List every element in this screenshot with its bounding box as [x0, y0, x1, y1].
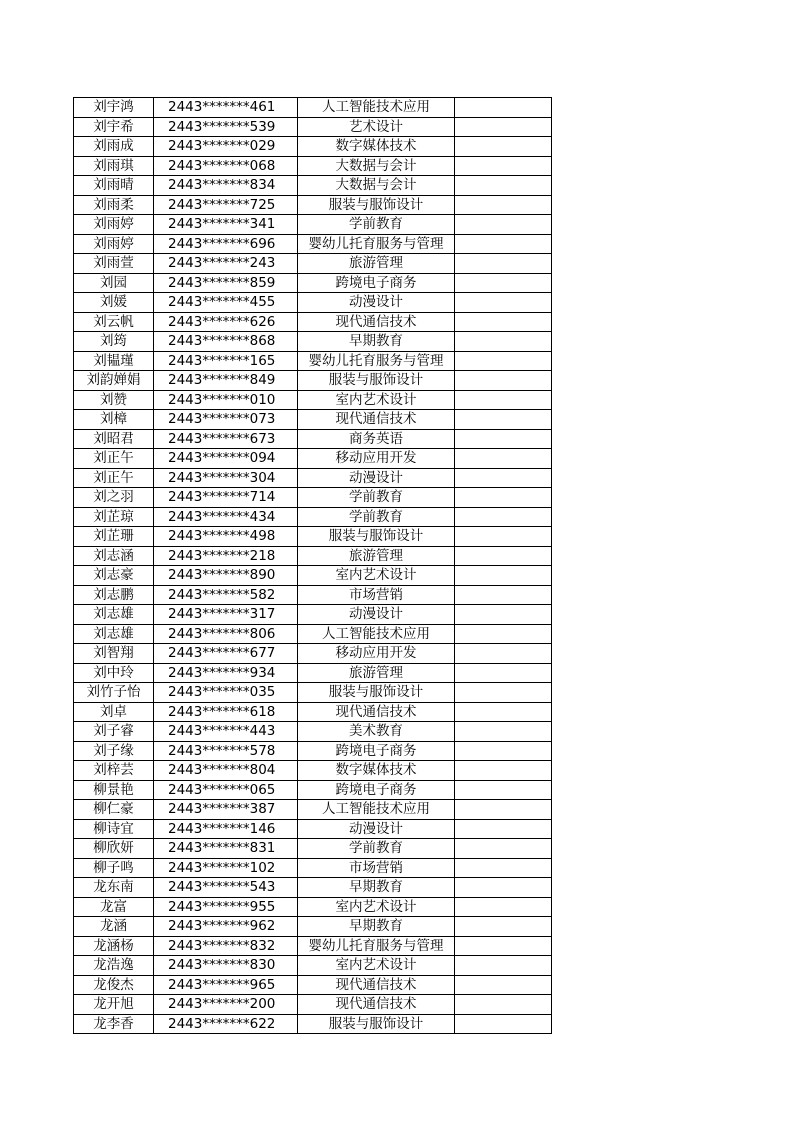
student-id-cell: 2443*******304 — [154, 468, 298, 488]
table-row — [74, 585, 552, 605]
major-cell: 早期教育 — [298, 917, 455, 937]
name-cell: 刘志鹏 — [74, 585, 154, 605]
empty-cell — [455, 488, 552, 508]
student-id-cell: 2443*******582 — [154, 585, 298, 605]
table-row — [74, 644, 552, 664]
major-cell: 艺术设计 — [298, 117, 455, 137]
major-cell: 学前教育 — [298, 839, 455, 859]
student-id-cell: 2443*******461 — [154, 98, 298, 118]
table-row — [74, 546, 552, 566]
major-cell: 数字媒体技术 — [298, 761, 455, 781]
major-cell: 美术教育 — [298, 722, 455, 742]
major-cell: 婴幼儿托育服务与管理 — [298, 234, 455, 254]
major-cell: 商务英语 — [298, 429, 455, 449]
major-cell: 服装与服饰设计 — [298, 683, 455, 703]
empty-cell — [455, 702, 552, 722]
name-cell: 刘雨成 — [74, 137, 154, 157]
empty-cell — [455, 156, 552, 176]
major-cell: 大数据与会计 — [298, 156, 455, 176]
student-id-cell: 2443*******029 — [154, 137, 298, 157]
table-row — [74, 761, 552, 781]
student-id-cell: 2443*******714 — [154, 488, 298, 508]
table-row — [74, 429, 552, 449]
student-id-cell: 2443*******443 — [154, 722, 298, 742]
empty-cell — [455, 332, 552, 352]
name-cell: 柳景艳 — [74, 780, 154, 800]
name-cell: 刘智翔 — [74, 644, 154, 664]
name-cell: 刘昭君 — [74, 429, 154, 449]
empty-cell — [455, 546, 552, 566]
empty-cell — [455, 858, 552, 878]
empty-cell — [455, 1014, 552, 1034]
major-cell: 现代通信技术 — [298, 975, 455, 995]
table-row — [74, 663, 552, 683]
student-id-cell: 2443*******618 — [154, 702, 298, 722]
empty-cell — [455, 98, 552, 118]
name-cell: 刘子睿 — [74, 722, 154, 742]
major-cell: 人工智能技术应用 — [298, 98, 455, 118]
student-id-cell: 2443*******696 — [154, 234, 298, 254]
table-row — [74, 254, 552, 274]
student-id-cell: 2443*******804 — [154, 761, 298, 781]
student-id-cell: 2443*******102 — [154, 858, 298, 878]
student-id-cell: 2443*******622 — [154, 1014, 298, 1034]
major-cell: 旅游管理 — [298, 254, 455, 274]
empty-cell — [455, 566, 552, 586]
name-cell: 刘志雄 — [74, 605, 154, 625]
empty-cell — [455, 644, 552, 664]
student-id-cell: 2443*******068 — [154, 156, 298, 176]
table-row — [74, 878, 552, 898]
empty-cell — [455, 312, 552, 332]
major-cell: 室内艺术设计 — [298, 897, 455, 917]
table-row — [74, 819, 552, 839]
student-id-cell: 2443*******539 — [154, 117, 298, 137]
student-id-cell: 2443*******073 — [154, 410, 298, 430]
table-row — [74, 605, 552, 625]
empty-cell — [455, 527, 552, 547]
name-cell: 柳仁豪 — [74, 800, 154, 820]
student-id-cell: 2443*******806 — [154, 624, 298, 644]
student-id-cell: 2443*******868 — [154, 332, 298, 352]
empty-cell — [455, 975, 552, 995]
name-cell: 刘宇希 — [74, 117, 154, 137]
major-cell: 跨境电子商务 — [298, 273, 455, 293]
major-cell: 服装与服饰设计 — [298, 195, 455, 215]
table-row — [74, 371, 552, 391]
table-row — [74, 488, 552, 508]
empty-cell — [455, 585, 552, 605]
table-row — [74, 98, 552, 118]
major-cell: 人工智能技术应用 — [298, 800, 455, 820]
empty-cell — [455, 273, 552, 293]
major-cell: 市场营销 — [298, 858, 455, 878]
empty-cell — [455, 605, 552, 625]
empty-cell — [455, 800, 552, 820]
table-row — [74, 741, 552, 761]
empty-cell — [455, 663, 552, 683]
table-row — [74, 156, 552, 176]
name-cell: 刘志豪 — [74, 566, 154, 586]
student-id-cell: 2443*******955 — [154, 897, 298, 917]
table-row — [74, 917, 552, 937]
table-row — [74, 995, 552, 1015]
empty-cell — [455, 195, 552, 215]
table-row — [74, 839, 552, 859]
student-id-cell: 2443*******200 — [154, 995, 298, 1015]
name-cell: 刘志雄 — [74, 624, 154, 644]
empty-cell — [455, 254, 552, 274]
major-cell: 婴幼儿托育服务与管理 — [298, 351, 455, 371]
name-cell: 刘正午 — [74, 449, 154, 469]
name-cell: 刘雨萱 — [74, 254, 154, 274]
name-cell: 刘韵婵娟 — [74, 371, 154, 391]
major-cell: 服装与服饰设计 — [298, 527, 455, 547]
name-cell: 刘云帆 — [74, 312, 154, 332]
empty-cell — [455, 995, 552, 1015]
student-id-cell: 2443*******065 — [154, 780, 298, 800]
major-cell: 学前教育 — [298, 488, 455, 508]
major-cell: 室内艺术设计 — [298, 566, 455, 586]
student-id-cell: 2443*******094 — [154, 449, 298, 469]
name-cell: 刘竹子怡 — [74, 683, 154, 703]
empty-cell — [455, 956, 552, 976]
table-row — [74, 137, 552, 157]
major-cell: 婴幼儿托育服务与管理 — [298, 936, 455, 956]
table-row — [74, 527, 552, 547]
student-id-cell: 2443*******673 — [154, 429, 298, 449]
major-cell: 跨境电子商务 — [298, 780, 455, 800]
major-cell: 早期教育 — [298, 878, 455, 898]
table-row — [74, 566, 552, 586]
empty-cell — [455, 410, 552, 430]
major-cell: 移动应用开发 — [298, 644, 455, 664]
table-row — [74, 722, 552, 742]
empty-cell — [455, 878, 552, 898]
table-row — [74, 176, 552, 196]
name-cell: 刘子缘 — [74, 741, 154, 761]
name-cell: 龙涵 — [74, 917, 154, 937]
student-id-cell: 2443*******830 — [154, 956, 298, 976]
student-id-cell: 2443*******035 — [154, 683, 298, 703]
major-cell: 学前教育 — [298, 507, 455, 527]
major-cell: 大数据与会计 — [298, 176, 455, 196]
table-row — [74, 312, 552, 332]
student-id-cell: 2443*******832 — [154, 936, 298, 956]
name-cell: 柳子鸣 — [74, 858, 154, 878]
major-cell: 现代通信技术 — [298, 702, 455, 722]
major-cell: 跨境电子商务 — [298, 741, 455, 761]
student-id-cell: 2443*******218 — [154, 546, 298, 566]
empty-cell — [455, 390, 552, 410]
empty-cell — [455, 507, 552, 527]
name-cell: 刘芷琼 — [74, 507, 154, 527]
name-cell: 刘赞 — [74, 390, 154, 410]
table-row — [74, 683, 552, 703]
major-cell: 室内艺术设计 — [298, 390, 455, 410]
student-id-cell: 2443*******010 — [154, 390, 298, 410]
empty-cell — [455, 293, 552, 313]
student-id-cell: 2443*******934 — [154, 663, 298, 683]
student-id-cell: 2443*******890 — [154, 566, 298, 586]
major-cell: 动漫设计 — [298, 468, 455, 488]
major-cell: 旅游管理 — [298, 663, 455, 683]
name-cell: 龙李香 — [74, 1014, 154, 1034]
student-id-cell: 2443*******834 — [154, 176, 298, 196]
name-cell: 刘媛 — [74, 293, 154, 313]
student-id-cell: 2443*******859 — [154, 273, 298, 293]
major-cell: 市场营销 — [298, 585, 455, 605]
table-row — [74, 1014, 552, 1034]
name-cell: 刘芷珊 — [74, 527, 154, 547]
empty-cell — [455, 624, 552, 644]
empty-cell — [455, 137, 552, 157]
table-row — [74, 507, 552, 527]
student-id-cell: 2443*******725 — [154, 195, 298, 215]
student-id-cell: 2443*******498 — [154, 527, 298, 547]
empty-cell — [455, 722, 552, 742]
major-cell: 早期教育 — [298, 332, 455, 352]
name-cell: 刘雨柔 — [74, 195, 154, 215]
name-cell: 刘卓 — [74, 702, 154, 722]
name-cell: 龙俊杰 — [74, 975, 154, 995]
name-cell: 刘韫瑾 — [74, 351, 154, 371]
student-list-body — [74, 98, 552, 1034]
student-id-cell: 2443*******434 — [154, 507, 298, 527]
table-row — [74, 410, 552, 430]
table-row — [74, 332, 552, 352]
table-row — [74, 195, 552, 215]
empty-cell — [455, 839, 552, 859]
name-cell: 刘园 — [74, 273, 154, 293]
table-row — [74, 936, 552, 956]
table-row — [74, 624, 552, 644]
table-row — [74, 780, 552, 800]
name-cell: 刘雨琪 — [74, 156, 154, 176]
student-list-table — [73, 97, 552, 1034]
empty-cell — [455, 761, 552, 781]
name-cell: 刘筠 — [74, 332, 154, 352]
table-row — [74, 215, 552, 235]
student-id-cell: 2443*******962 — [154, 917, 298, 937]
student-id-cell: 2443*******165 — [154, 351, 298, 371]
empty-cell — [455, 351, 552, 371]
name-cell: 柳诗宜 — [74, 819, 154, 839]
table-row — [74, 293, 552, 313]
major-cell: 移动应用开发 — [298, 449, 455, 469]
empty-cell — [455, 780, 552, 800]
name-cell: 刘志涵 — [74, 546, 154, 566]
name-cell: 龙涵杨 — [74, 936, 154, 956]
table-row — [74, 897, 552, 917]
student-id-cell: 2443*******543 — [154, 878, 298, 898]
student-id-cell: 2443*******677 — [154, 644, 298, 664]
name-cell: 龙富 — [74, 897, 154, 917]
major-cell: 人工智能技术应用 — [298, 624, 455, 644]
name-cell: 刘樟 — [74, 410, 154, 430]
major-cell: 现代通信技术 — [298, 312, 455, 332]
empty-cell — [455, 371, 552, 391]
student-id-cell: 2443*******831 — [154, 839, 298, 859]
empty-cell — [455, 176, 552, 196]
name-cell: 刘正午 — [74, 468, 154, 488]
student-id-cell: 2443*******387 — [154, 800, 298, 820]
empty-cell — [455, 897, 552, 917]
student-id-cell: 2443*******849 — [154, 371, 298, 391]
student-id-cell: 2443*******455 — [154, 293, 298, 313]
name-cell: 刘梓芸 — [74, 761, 154, 781]
table-row — [74, 702, 552, 722]
major-cell: 室内艺术设计 — [298, 956, 455, 976]
name-cell: 龙东南 — [74, 878, 154, 898]
major-cell: 现代通信技术 — [298, 995, 455, 1015]
empty-cell — [455, 117, 552, 137]
name-cell: 刘雨婷 — [74, 215, 154, 235]
name-cell: 刘雨婷 — [74, 234, 154, 254]
table-row — [74, 468, 552, 488]
student-id-cell: 2443*******626 — [154, 312, 298, 332]
empty-cell — [455, 917, 552, 937]
empty-cell — [455, 449, 552, 469]
student-id-cell: 2443*******146 — [154, 819, 298, 839]
empty-cell — [455, 429, 552, 449]
table-row — [74, 234, 552, 254]
table-row — [74, 975, 552, 995]
major-cell: 服装与服饰设计 — [298, 1014, 455, 1034]
major-cell: 动漫设计 — [298, 293, 455, 313]
name-cell: 刘雨晴 — [74, 176, 154, 196]
student-id-cell: 2443*******317 — [154, 605, 298, 625]
table-row — [74, 956, 552, 976]
name-cell: 刘之羽 — [74, 488, 154, 508]
empty-cell — [455, 741, 552, 761]
empty-cell — [455, 936, 552, 956]
table-row — [74, 800, 552, 820]
table-row — [74, 117, 552, 137]
major-cell: 数字媒体技术 — [298, 137, 455, 157]
table-row — [74, 858, 552, 878]
name-cell: 柳欣妍 — [74, 839, 154, 859]
major-cell: 旅游管理 — [298, 546, 455, 566]
student-id-cell: 2443*******965 — [154, 975, 298, 995]
student-id-cell: 2443*******243 — [154, 254, 298, 274]
student-id-cell: 2443*******341 — [154, 215, 298, 235]
name-cell: 刘中玲 — [74, 663, 154, 683]
table-row — [74, 273, 552, 293]
name-cell: 刘宇鸿 — [74, 98, 154, 118]
major-cell: 动漫设计 — [298, 605, 455, 625]
empty-cell — [455, 468, 552, 488]
table-row — [74, 449, 552, 469]
table-row — [74, 390, 552, 410]
empty-cell — [455, 234, 552, 254]
student-id-cell: 2443*******578 — [154, 741, 298, 761]
major-cell: 服装与服饰设计 — [298, 371, 455, 391]
major-cell: 动漫设计 — [298, 819, 455, 839]
name-cell: 龙浩逸 — [74, 956, 154, 976]
table-row — [74, 351, 552, 371]
name-cell: 龙开旭 — [74, 995, 154, 1015]
major-cell: 现代通信技术 — [298, 410, 455, 430]
empty-cell — [455, 683, 552, 703]
empty-cell — [455, 819, 552, 839]
empty-cell — [455, 215, 552, 235]
major-cell: 学前教育 — [298, 215, 455, 235]
